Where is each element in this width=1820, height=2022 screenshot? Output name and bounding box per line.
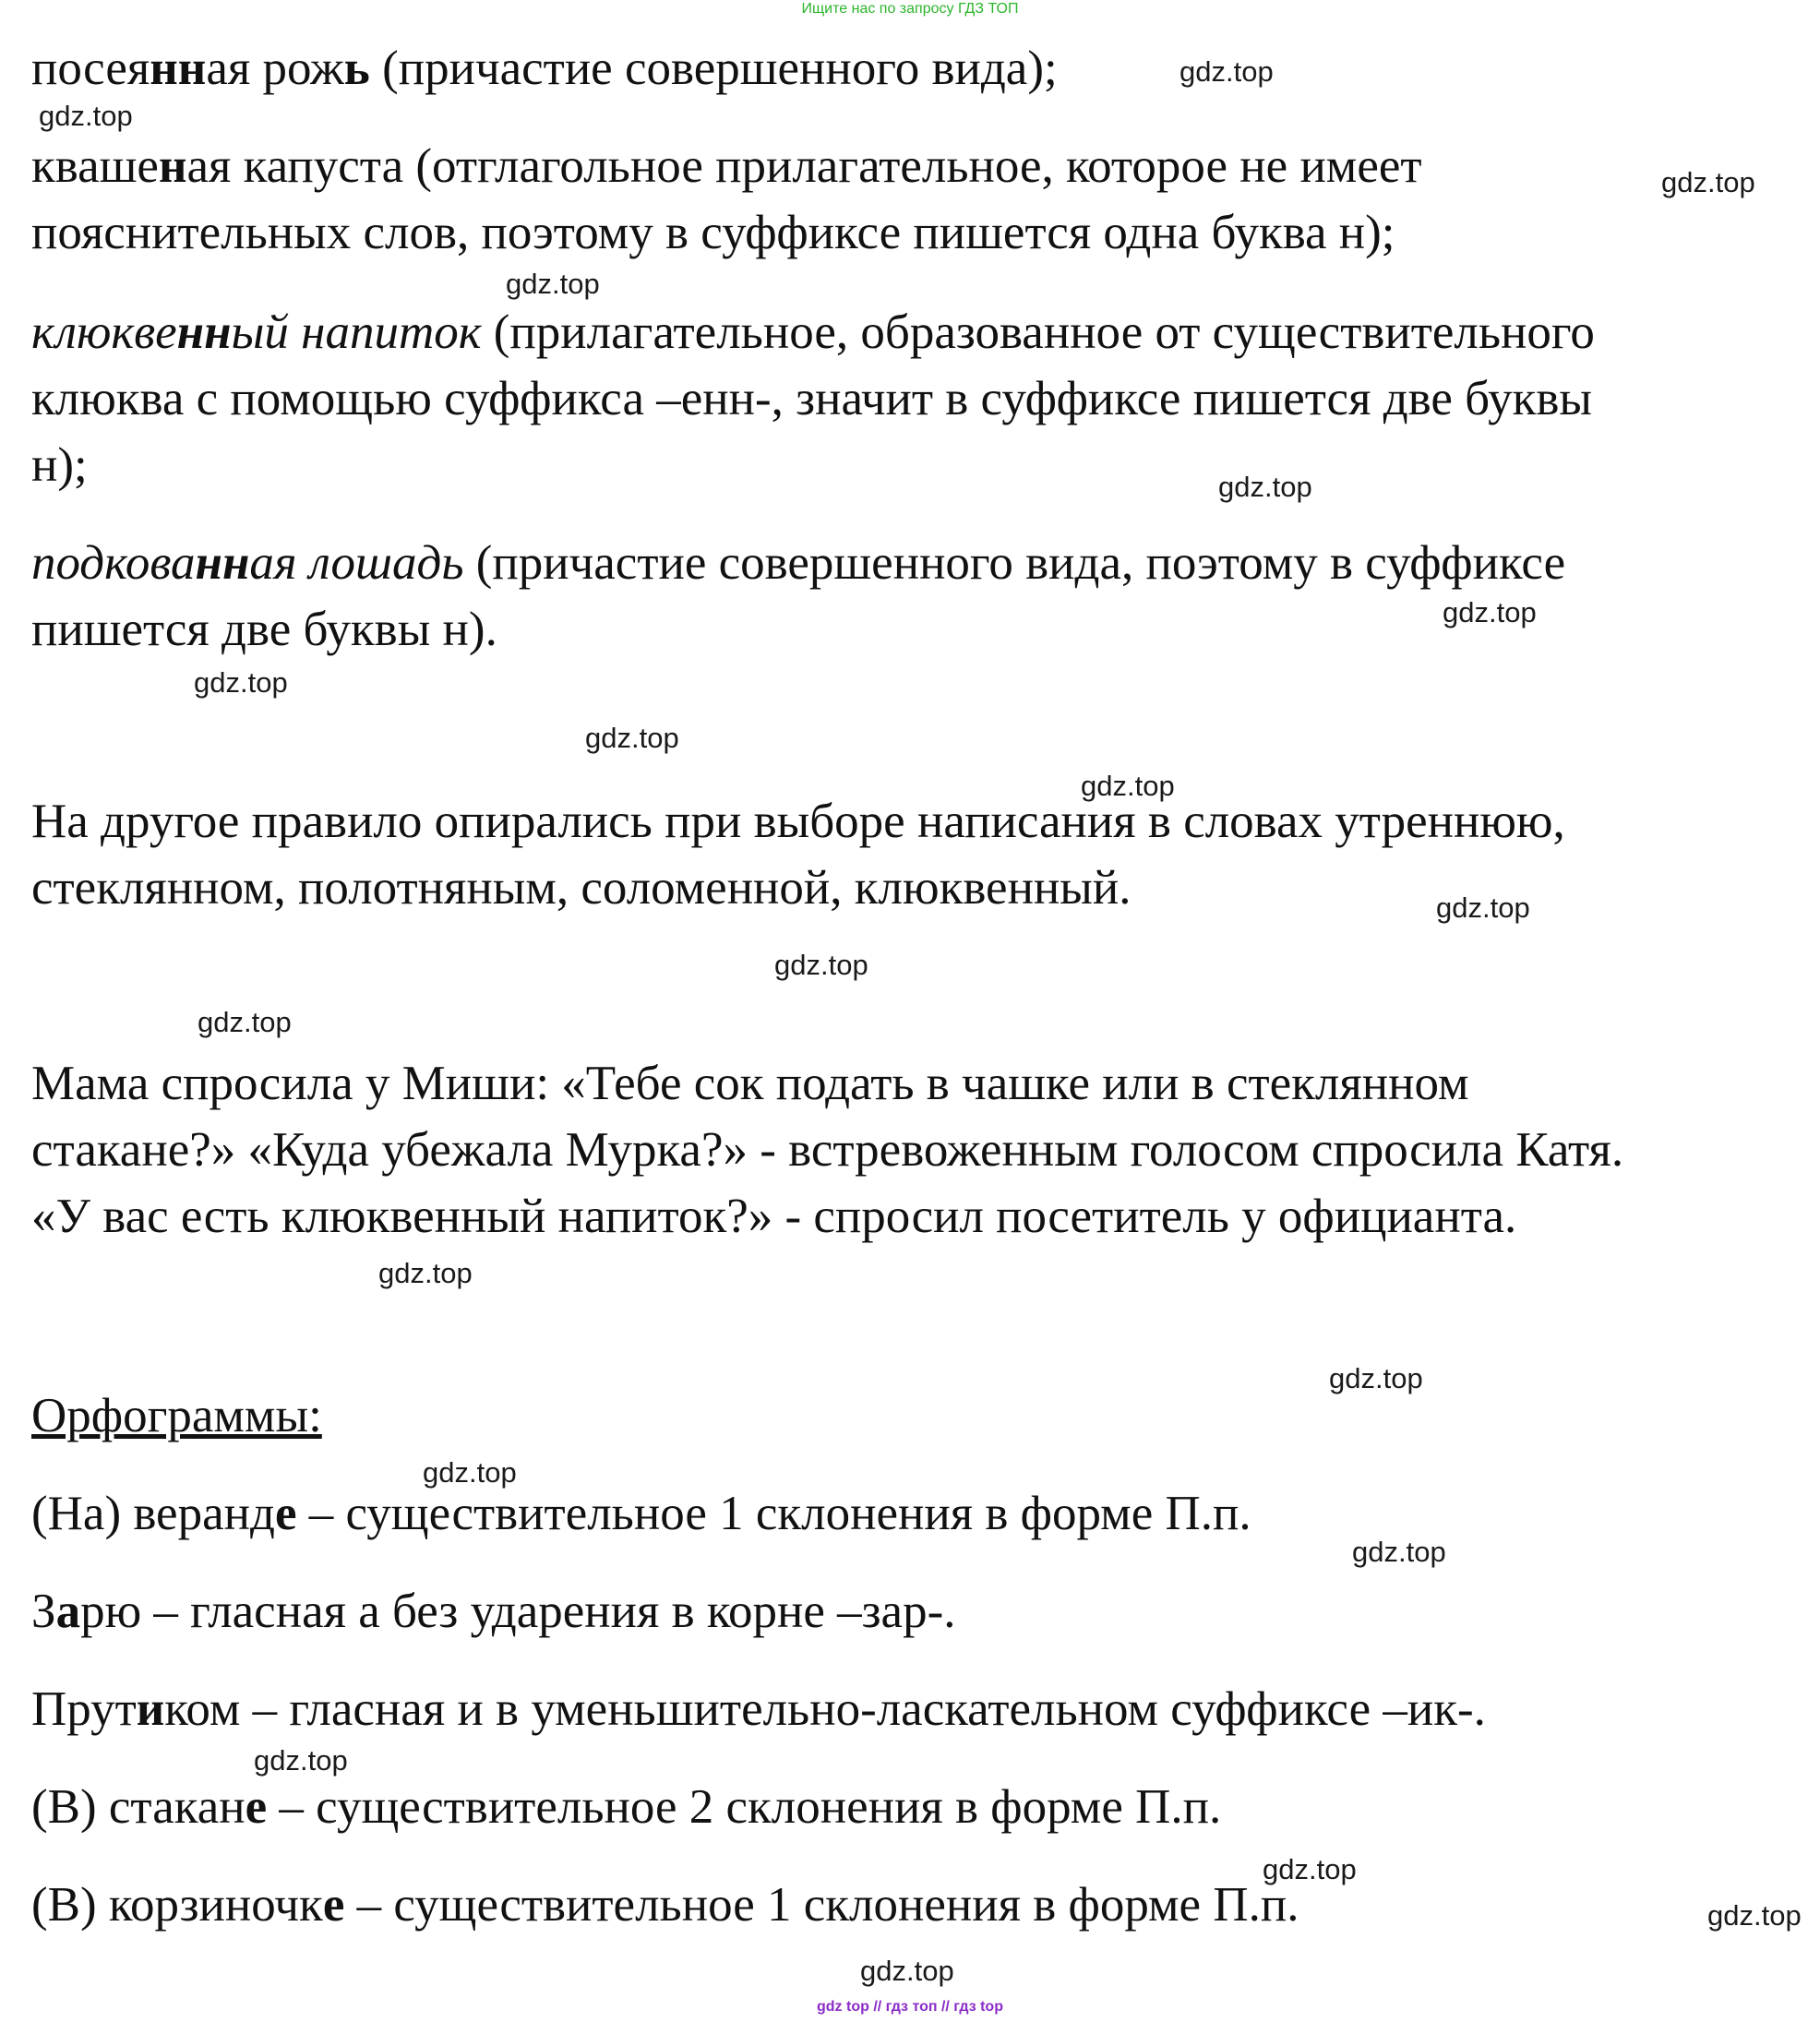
text-segment: (прилагательное, образованное от существительного (481, 305, 1595, 359)
watermark: gdz.top (860, 1955, 954, 1987)
text-segment: Прут (31, 1682, 137, 1736)
orthogram-row-5 (31, 1877, 1299, 1932)
highlight-letters: е (322, 1878, 345, 1932)
highlight-letters: е (245, 1780, 268, 1834)
highlight-letters: нн (150, 42, 207, 95)
watermark: gdz.top (1436, 891, 1530, 924)
orthogram-row-4 (31, 1779, 1221, 1835)
paragraph-6-line-3: «У вас есть клюквенный напиток?» - спросил посетитель у официанта. (31, 1190, 1517, 1243)
paragraph-5-line-1: На другое правило опирались при выборе написания в словах утреннюю, (31, 795, 1565, 848)
text-segment: кваше (31, 139, 159, 193)
watermark: gdz.top (1263, 1853, 1357, 1885)
paragraph-3-line-3: н); (31, 438, 88, 492)
paragraph-3-line-2: клюква с помощью суффикса –енн-, значит в суффиксе пишется две буквы (31, 372, 1592, 425)
watermark: gdz.top (585, 722, 679, 754)
text-segment: посея (31, 42, 150, 95)
paragraph-2-line-1 (31, 138, 1422, 194)
text-segment: – существительное 1 склонения в форме П.п. (296, 1487, 1251, 1540)
top-banner: Ищите нас по запросу ГДЗ ТОП (801, 1, 1019, 17)
text-segment: (На) веранд (31, 1487, 275, 1540)
text-segment: (В) стакан (31, 1780, 245, 1834)
watermark: gdz.top (1081, 770, 1175, 802)
paragraph-6-line-2: стакане?» «Куда убежала Мурка?» - встревоженным голосом спросила Катя. (31, 1123, 1624, 1177)
highlight-letters: е (274, 1487, 297, 1540)
text-segment: (В) корзиночк (31, 1878, 323, 1932)
text-segment: – существительное 1 склонения в форме П.п. (344, 1878, 1299, 1932)
orthogram-row-1 (31, 1486, 1251, 1541)
text-segment: (причастие совершенного вида, поэтому в суффиксе (463, 536, 1566, 590)
text-segment: рю – гласная а без ударения в корне –зар-. (80, 1585, 956, 1638)
watermark: gdz.top (1443, 596, 1537, 628)
orthogram-row-2 (31, 1584, 955, 1639)
text-segment: подкова (31, 536, 196, 590)
watermark: gdz.top (198, 1006, 292, 1038)
watermark: gdz.top (1329, 1362, 1423, 1394)
watermark: gdz.top (1218, 471, 1312, 503)
watermark: gdz.top (423, 1456, 517, 1489)
paragraph-6-line-1: Мама спросила у Миши: «Тебе сок подать в чашке или в стеклянном (31, 1057, 1469, 1110)
text-segment: – существительное 2 склонения в форме П.п. (267, 1780, 1222, 1834)
text-segment: ком – гласная и в уменьшительно-ласкательном суффиксе –ик-. (164, 1682, 1486, 1736)
watermark: gdz.top (1661, 166, 1755, 198)
watermark: gdz.top (254, 1744, 348, 1777)
watermark: gdz.top (39, 100, 133, 132)
watermark: gdz.top (1179, 55, 1274, 88)
orthogram-row-3 (31, 1681, 1486, 1737)
watermark: gdz.top (194, 666, 288, 699)
highlight-letters: нн (195, 536, 250, 590)
paragraph-4-line-2: пишется две буквы н). (31, 603, 497, 656)
highlight-letters: ь (343, 42, 370, 95)
highlight-letters: и (136, 1682, 165, 1736)
watermark: gdz.top (1707, 1899, 1802, 1932)
text-segment: ая лошадь (249, 536, 464, 590)
watermark: gdz.top (378, 1257, 473, 1289)
text-segment: ая рож (206, 42, 344, 95)
bottom-banner: gdz top // гдз топ // гдз top (817, 1999, 1003, 2015)
highlight-letters: н (158, 139, 187, 193)
watermark: gdz.top (506, 268, 600, 300)
paragraph-3-line-1 (31, 305, 1595, 360)
orthograms-heading: Орфограммы: (31, 1389, 322, 1442)
highlight-letters: нн (176, 305, 232, 359)
text-segment: ая капуста (отглагольное прилагательное, которое не имеет (186, 139, 1422, 193)
paragraph-1-line-1 (31, 41, 1058, 96)
text-segment: ый напиток (231, 305, 482, 359)
paragraph-4-line-1 (31, 535, 1565, 591)
watermark: gdz.top (774, 949, 868, 981)
text-segment: клюкве (31, 305, 177, 359)
text-segment: (причастие совершенного вида); (369, 42, 1058, 95)
text-segment: З (31, 1585, 56, 1638)
paragraph-5-line-2: стеклянном, полотняным, соломенной, клюквенный. (31, 861, 1132, 915)
watermark: gdz.top (1352, 1536, 1446, 1568)
paragraph-2-line-2: пояснительных слов, поэтому в суффиксе пишется одна буква н); (31, 206, 1395, 259)
highlight-letters: а (55, 1585, 81, 1638)
